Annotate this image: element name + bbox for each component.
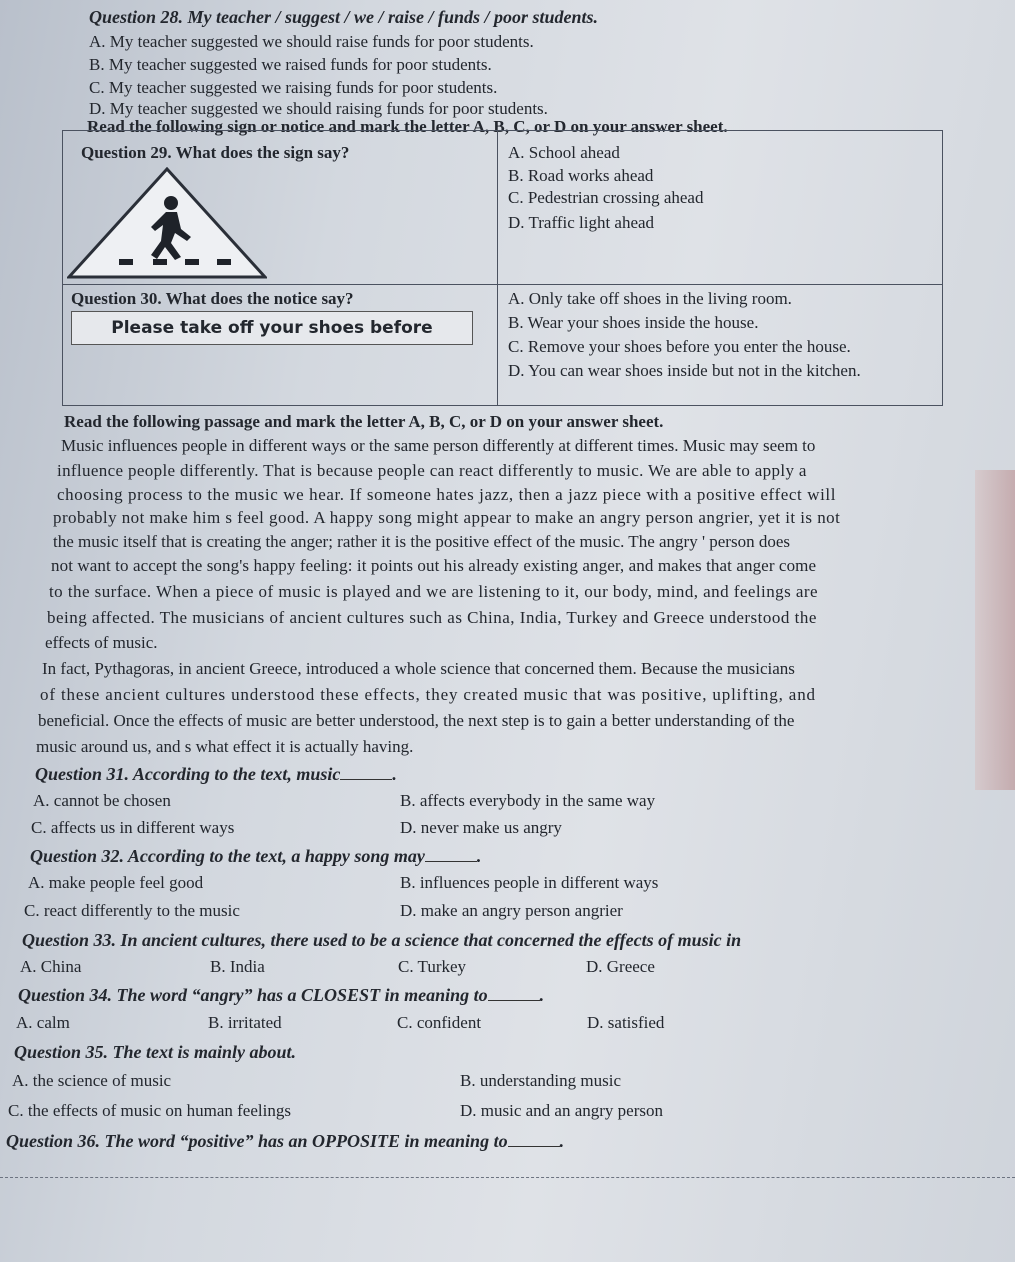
q29-sign-cell <box>63 131 498 285</box>
q30-option-b: B. Wear your shoes inside the house. <box>508 313 759 332</box>
q36-stem-row: Question 36. The word “positive” has an OPPOSITE in meaning to . <box>6 1131 565 1151</box>
q31-option-b: B. affects everybody in the same way <box>400 791 656 810</box>
q29-option-d: D. Traffic light ahead <box>508 213 655 232</box>
q35-option-d: D. music and an angry person <box>460 1101 664 1120</box>
q29-option-b: B. Road works ahead <box>508 166 654 185</box>
passage-p1-line-7: to the surface. When a piece of music is played and we are listening to it, our body, mind, and feelings are <box>49 582 818 601</box>
q32-option-d: D. make an angry person angrier <box>400 901 623 920</box>
q29-option-a: A. School ahead <box>508 143 620 162</box>
pedestrian-crossing-sign <box>67 167 267 279</box>
q36-stem: Question 36. The word “positive” has an OPPOSITE in meaning to <box>6 1131 508 1151</box>
answer-blank <box>508 1132 560 1147</box>
q29-stem: Question 29. What does the sign say? <box>81 143 350 162</box>
q28-option-a: A. My teacher suggested we should raise funds for poor students. <box>89 32 534 51</box>
answer-blank <box>340 765 392 780</box>
q32-option-b: B. influences people in different ways <box>400 873 659 892</box>
q28-option-b: B. My teacher suggested we raised funds for poor students. <box>89 55 492 74</box>
q33-stem: Question 33. In ancient cultures, there used to be a science that concerned the effects of music in <box>22 930 742 950</box>
passage-p1-line-4: probably not make him s feel good. A happy song might appear to make an angry person angrier, yet it is not <box>53 508 841 527</box>
q35-stem: Question 35. The text is mainly about. <box>14 1042 297 1062</box>
passage-p1-line-2: influence people differently. That is because people can react differently to music. We are able to apply a <box>57 461 807 480</box>
passage-p2-line-1: In fact, Pythagoras, in ancient Greece, introduced a whole science that concerned them. Because the musicians <box>42 659 795 678</box>
passage-p2-line-3: beneficial. Once the effects of music are better understood, the next step is to gain a better understanding of the <box>38 711 795 730</box>
q28-option-c: C. My teacher suggested we raising funds for poor students. <box>89 78 498 97</box>
q28-stem: Question 28. My teacher / suggest / we / raise / funds / poor students. <box>89 7 599 27</box>
shoes-notice: Please take off your shoes before <box>71 311 473 345</box>
answer-blank <box>488 986 540 1001</box>
q32-option-a: A. make people feel good <box>28 873 204 892</box>
q30-notice-cell <box>63 285 498 406</box>
passage-p1-line-1: Music influences people in different ways or the same person differently at different times. Music may seem to <box>61 436 816 455</box>
passage-p1-line-5: the music itself that is creating the anger; rather it is the positive effect of the music. The angry ' person does <box>53 532 790 551</box>
page-edge-shadow <box>975 470 1015 790</box>
dashed-divider <box>0 1177 1015 1178</box>
q32-option-c: C. react differently to the music <box>24 901 240 920</box>
q30-option-d: D. You can wear shoes inside but not in the kitchen. <box>508 361 861 380</box>
sign-notice-table <box>62 130 943 406</box>
q35-option-a: A. the science of music <box>12 1071 172 1090</box>
q33-option-c: C. Turkey <box>398 957 467 976</box>
passage-p1-line-3: choosing process to the music we hear. If someone hates jazz, then a jazz piece with a positive effect will <box>57 485 837 504</box>
q30-options-cell <box>498 285 943 406</box>
q31-option-a: A. cannot be chosen <box>33 791 171 810</box>
passage-p1-line-6: not want to accept the song's happy feeling: it points out his already existing anger, and makes that anger come <box>51 556 817 575</box>
q33-option-d: D. Greece <box>586 957 655 976</box>
q33-option-a: A. China <box>20 957 82 976</box>
q30-option-c: C. Remove your shoes before you enter the house. <box>508 337 851 356</box>
q34-option-b: B. irritated <box>208 1013 282 1032</box>
q31-stem-row: Question 31. According to the text, music . <box>35 764 397 784</box>
q28-option-d: D. My teacher suggested we should raising funds for poor students. <box>89 99 548 118</box>
q31-option-d: D. never make us angry <box>400 818 562 837</box>
q34-stem: Question 34. The word “angry” has a CLOSEST in meaning to <box>18 985 488 1005</box>
q30-option-a: A. Only take off shoes in the living room. <box>508 289 792 308</box>
sign-instruction: Read the following sign or notice and mark the letter A, B, C, or D on your answer sheet. <box>87 117 728 136</box>
q35-option-b: B. understanding music <box>460 1071 622 1090</box>
q34-option-a: A. calm <box>16 1013 70 1032</box>
passage-p2-line-4: music around us, and s what effect it is actually having. <box>36 737 414 756</box>
q32-stem-row: Question 32. According to the text, a happy song may . <box>30 846 482 866</box>
q34-stem-row: Question 34. The word “angry” has a CLOSEST in meaning to . <box>18 985 545 1005</box>
q34-option-d: D. satisfied <box>587 1013 665 1032</box>
q30-stem: Question 30. What does the notice say? <box>71 289 354 308</box>
q31-stem: Question 31. According to the text, music <box>35 764 341 784</box>
passage-instruction: Read the following passage and mark the letter A, B, C, or D on your answer sheet. <box>64 412 664 431</box>
q31-option-c: C. affects us in different ways <box>31 818 235 837</box>
passage-p1-line-8: being affected. The musicians of ancient cultures such as China, India, Turkey and Greece understood the <box>47 608 817 627</box>
q29-option-c: C. Pedestrian crossing ahead <box>508 188 704 207</box>
q34-option-c: C. confident <box>397 1013 482 1032</box>
passage-p1-line-9: effects of music. <box>45 633 158 652</box>
q32-stem: Question 32. According to the text, a happy song may <box>30 846 425 866</box>
answer-blank <box>425 847 477 862</box>
q35-option-c: C. the effects of music on human feelings <box>8 1101 291 1120</box>
q29-options-cell <box>498 131 943 285</box>
passage-p2-line-2: of these ancient cultures understood these effects, they created music that was positive, uplifting, and <box>40 685 816 704</box>
q33-option-b: B. India <box>210 957 265 976</box>
